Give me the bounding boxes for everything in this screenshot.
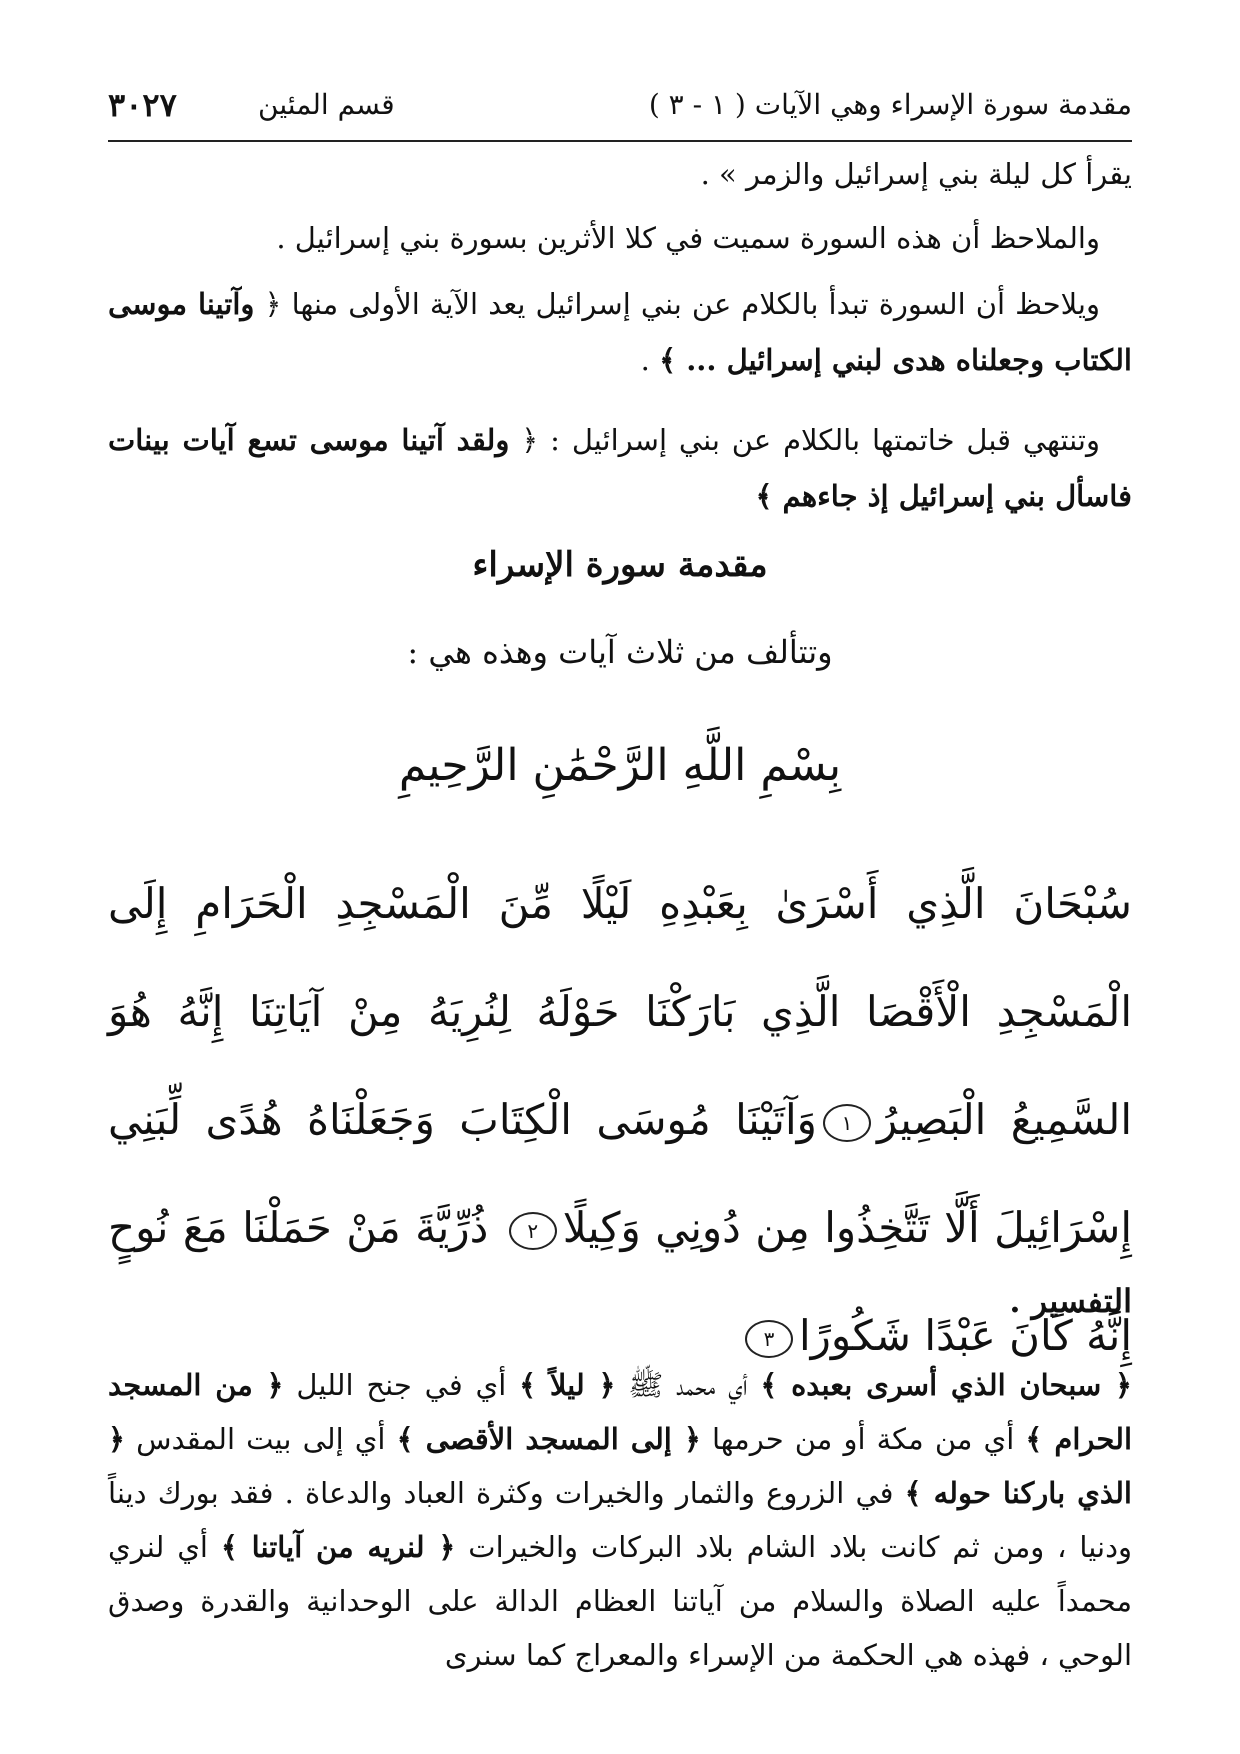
intro-paragraph-3 xyxy=(108,276,1132,388)
header-divider xyxy=(108,140,1132,142)
tafsir-text-3: أي من مكة أو من حرمها xyxy=(700,1422,1026,1456)
tafsir-quote-3: ﴿ من المسجد الحرام ﴾ xyxy=(108,1368,1133,1456)
intro-paragraph-4 xyxy=(108,412,1132,524)
tafsir-text-1: أي محمد ﷺ xyxy=(615,1368,761,1402)
tafsir-text-4: أي إلى بيت المقدس xyxy=(125,1422,397,1456)
section-title: مقدمة سورة الإسراء xyxy=(472,545,768,585)
paragraph-3-end: . xyxy=(640,343,660,377)
verse-number-1: ١ xyxy=(823,1104,871,1142)
verse-2: وَآتَيْنَا مُوسَى الْكِتَابَ وَجَعَلْنَاهُ هُدًى لِّبَنِي إِسْرَائِيلَ أَلَّا تَتَّخِذُوا مِن دُونِي وَكِيلًا xyxy=(108,1095,1133,1252)
page-number: ٣٠٢٧ xyxy=(108,86,177,124)
tafsir-quote-1: ﴿ سبحان الذي أسرى بعبده ﴾ xyxy=(760,1368,1132,1402)
tafsir-text-5: في الزروع والثمار والخيرات وكثرة العباد والدعاة . فقد بورك ديناً ودنيا ، ومن ثم كانت بلاد الشام بلاد البركات والخيرات xyxy=(108,1476,1132,1564)
tafsir-paragraph xyxy=(108,1358,1132,1682)
tafsir-quote-2: ﴿ ليلاً ﴾ xyxy=(519,1368,616,1402)
tafsir-quote-4: ﴿ إلى المسجد الأقصى ﴾ xyxy=(396,1422,701,1456)
running-header xyxy=(108,88,1132,136)
chapter-title: مقدمة سورة الإسراء وهي الآيات ( ١ - ٣ ) xyxy=(648,88,1132,121)
tafsir-text-2: أي في جنح الليل xyxy=(283,1368,520,1402)
verse-1: سُبْحَانَ الَّذِي أَسْرَىٰ بِعَبْدِهِ لَيْلًا مِّنَ الْمَسْجِدِ الْحَرَامِ إِلَى الْمَسْجِدِ الْأَقْصَا الَّذِي بَارَكْنَا حَوْلَهُ لِنُرِيَهُ مِنْ آيَاتِنَا إِنَّهُ هُوَ السَّمِيعُ الْبَصِيرُ xyxy=(108,879,1132,1144)
intro-paragraph-2: والملاحظ أن هذه السورة سميت في كلا الأثرين بسورة بني إسرائيل . xyxy=(276,221,1100,255)
verse-number-2: ٢ xyxy=(509,1212,557,1250)
tafsir-heading: التفسير . xyxy=(1009,1282,1132,1320)
quran-verses xyxy=(108,850,1132,1390)
paragraph-4-text: وتنتهي قبل خاتمتها بالكلام عن بني إسرائيل : ﴿ xyxy=(521,423,1100,457)
section-name: قسم المئين xyxy=(258,88,395,121)
section-subtitle: وتتألف من ثلاث آيات وهذه هي : xyxy=(407,633,833,671)
intro-line-1: يقرأ كل ليلة بني إسرائيل والزمر » . xyxy=(700,157,1132,191)
paragraph-4-quote: ولقد آتينا موسى تسع آيات بينات فاسأل بني إسرائيل إذ جاءهم ﴾ xyxy=(108,423,1132,513)
tafsir-text-6: أي لنري محمداً عليه الصلاة والسلام من آياتنا العظام الدالة على الوحدانية والقدرة وصدق الوحي ، فهذه هي الحكمة من الإسراء والمعراج كما سنرى xyxy=(108,1530,1132,1672)
verse-3: ذُرِّيَّةَ مَنْ حَمَلْنَا مَعَ نُوحٍ إِنَّهُ كَانَ عَبْدًا شَكُورًا xyxy=(108,1203,1132,1360)
tafsir-quote-5: ﴿ الذي باركنا حوله ﴾ xyxy=(108,1422,1132,1510)
paragraph-3-quote: وآتينا موسى الكتاب وجعلناه هدى لبني إسرائيل ... ﴾ xyxy=(108,287,1132,377)
verse-number-3: ٣ xyxy=(745,1320,793,1358)
basmala: بِسْمِ اللَّهِ الرَّحْمَٰنِ الرَّحِيمِ xyxy=(398,740,842,791)
tafsir-quote-6: ﴿ لنريه من آياتنا ﴾ xyxy=(220,1530,456,1564)
paragraph-3-text: ويلاحظ أن السورة تبدأ بالكلام عن بني إسرائيل يعد الآية الأولى منها ﴿ xyxy=(264,287,1101,321)
